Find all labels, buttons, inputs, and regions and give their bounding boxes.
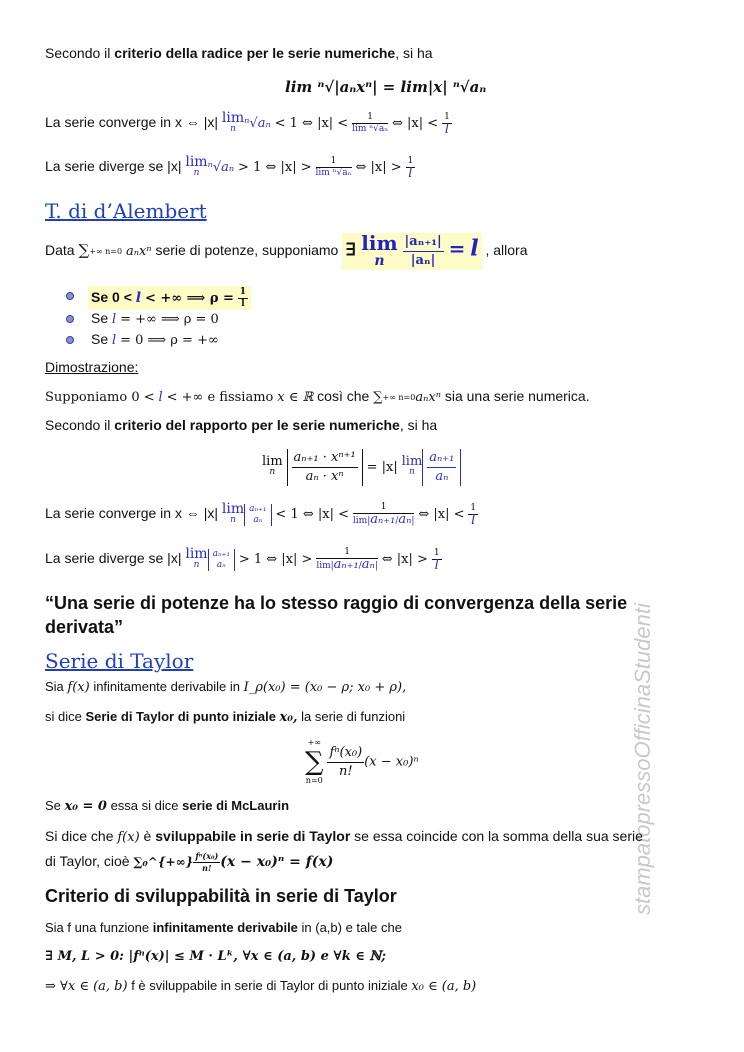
quote-line-1: “Una serie di potenze ha lo stesso raggio di convergenza della serie xyxy=(45,593,628,613)
taylor-series-formula: +∞ ∑ n=0 $\frac{\text{fⁿ(x₀)}}{n!}$ (x − x₀)ⁿ xyxy=(305,738,419,785)
ratio-intro: Secondo il criterio del rapporto per le serie numeriche, si ha xyxy=(45,417,438,433)
bullet-icon xyxy=(66,292,74,300)
alembert-hypothesis: Data ∑+∞ n=0 aₙxⁿ serie di potenze, supponiamo ∃ lim n $\frac{\text{|aₙ₊₁|}}{\text{|aₙ|}}$ = l , allora xyxy=(45,231,528,270)
watermark: stampatopressoOfficinaStudenti xyxy=(630,603,655,915)
root-intro: Secondo il criterio della radice per le serie numeriche, si ha xyxy=(45,45,433,61)
sviluppabile-line-1: Si dice che f(x) è sviluppabile in serie di Taylor se essa coincide con la somma della sua serie xyxy=(45,828,643,845)
root-formula: lim ⁿ√|aₙxⁿ| = lim|x| ⁿ√aₙ xyxy=(285,78,487,96)
bullet-zero-l: Se l = 0 ⟹ ρ = +∞ xyxy=(91,331,219,348)
bullet-icon xyxy=(66,336,74,344)
taylor-definition: si dice Serie di Taylor di punto iniziale x₀, la serie di funzioni xyxy=(45,709,406,725)
bullet-icon xyxy=(66,315,74,323)
bullet-finite-l: Se 0 < l < +∞ ⟹ ρ = $\frac{1}{l}$ xyxy=(88,286,251,310)
limit-hypothesis-highlight: ∃ lim n $\frac{\text{|aₙ₊₁|}}{\text{|aₙ|}}$ = l xyxy=(342,233,481,270)
root-converge: La serie converge in x ⇔ |x| lim n ⁿ√aₙ < 1 ⇔ |x| < $\frac{1}{\text{lim ⁿ√aₙ}}$ ⇔ |x| < $\frac{1}{l}$ xyxy=(45,109,450,137)
criterion-line-3: ⇒ ∀x ∈ (a, b) f è sviluppabile in serie di Taylor di punto iniziale x₀ ∈ (a, b) xyxy=(45,978,477,994)
bullet-infinite-l: Se l = +∞ ⟹ ρ = 0 xyxy=(91,310,219,327)
heading-criterion: Criterio di sviluppabilità in serie di Taylor xyxy=(45,886,397,906)
heading-taylor[interactable]: Serie di Taylor xyxy=(45,649,194,673)
root-diverge: La serie diverge se |x| lim n ⁿ√aₙ > 1 ⇔ |x| > $\frac{1}{\text{lim ⁿ√aₙ}}$ ⇔ |x| > $\frac{1}{l}$ xyxy=(45,153,414,181)
criterion-line-1: Sia f una funzione infinitamente derivabile in (a,b) e tale che xyxy=(45,920,402,935)
ratio-converge: La serie converge in x ⇔ |x| lim n aₙ₊₁ aₙ < 1 ⇔ |x| < $\frac{1}{\text{lim|aₙ₊₁/aₙ|}}$ ⇔ |x| < $\frac{1}{l}$ xyxy=(45,500,477,528)
taylor-sia: Sia f(x) infinitamente derivabile in I_ρ(x₀) = (x₀ − ρ; x₀ + ρ), xyxy=(45,679,407,695)
criterion-line-2: ∃ M, L > 0: |fⁿ(x)| ≤ M · Lᵏ, ∀x ∈ (a, b) e ∀k ∈ ℕ; xyxy=(45,949,387,964)
heading-alembert[interactable]: T. di d’Alembert xyxy=(45,199,207,223)
sviluppabile-line-2: di Taylor, cioè ∑₀^{+∞} $\frac{\text{fⁿ(x₀)}}{n!}$ (x − x₀)ⁿ = f(x) xyxy=(45,851,334,873)
quote-line-2: derivata” xyxy=(45,617,124,637)
ratio-formula: lim n $\frac{\text{aₙ₊₁ · xⁿ⁺¹}}{\text{aₙ · xⁿ}}$ = |x| lim n $\frac{\text{aₙ₊₁}}{\text{aₙ}}$ xyxy=(262,446,461,488)
mclaurin: Se x₀ = 0 essa si dice serie di McLaurin xyxy=(45,798,290,814)
ratio-diverge: La serie diverge se |x| lim n aₙ₊₁ aₙ > 1 ⇔ |x| > $\frac{1}{\text{lim|aₙ₊₁/aₙ|}}$ ⇔ |x| > $\frac{1}{l}$ xyxy=(45,545,440,573)
proof-label: Dimostrazione: xyxy=(45,359,139,375)
proof-suppose: Supponiamo 0 < l < +∞ e fissiamo x ∈ ℝ così che ∑+∞ n=0aₙxⁿ sia una serie numerica. xyxy=(45,388,590,405)
